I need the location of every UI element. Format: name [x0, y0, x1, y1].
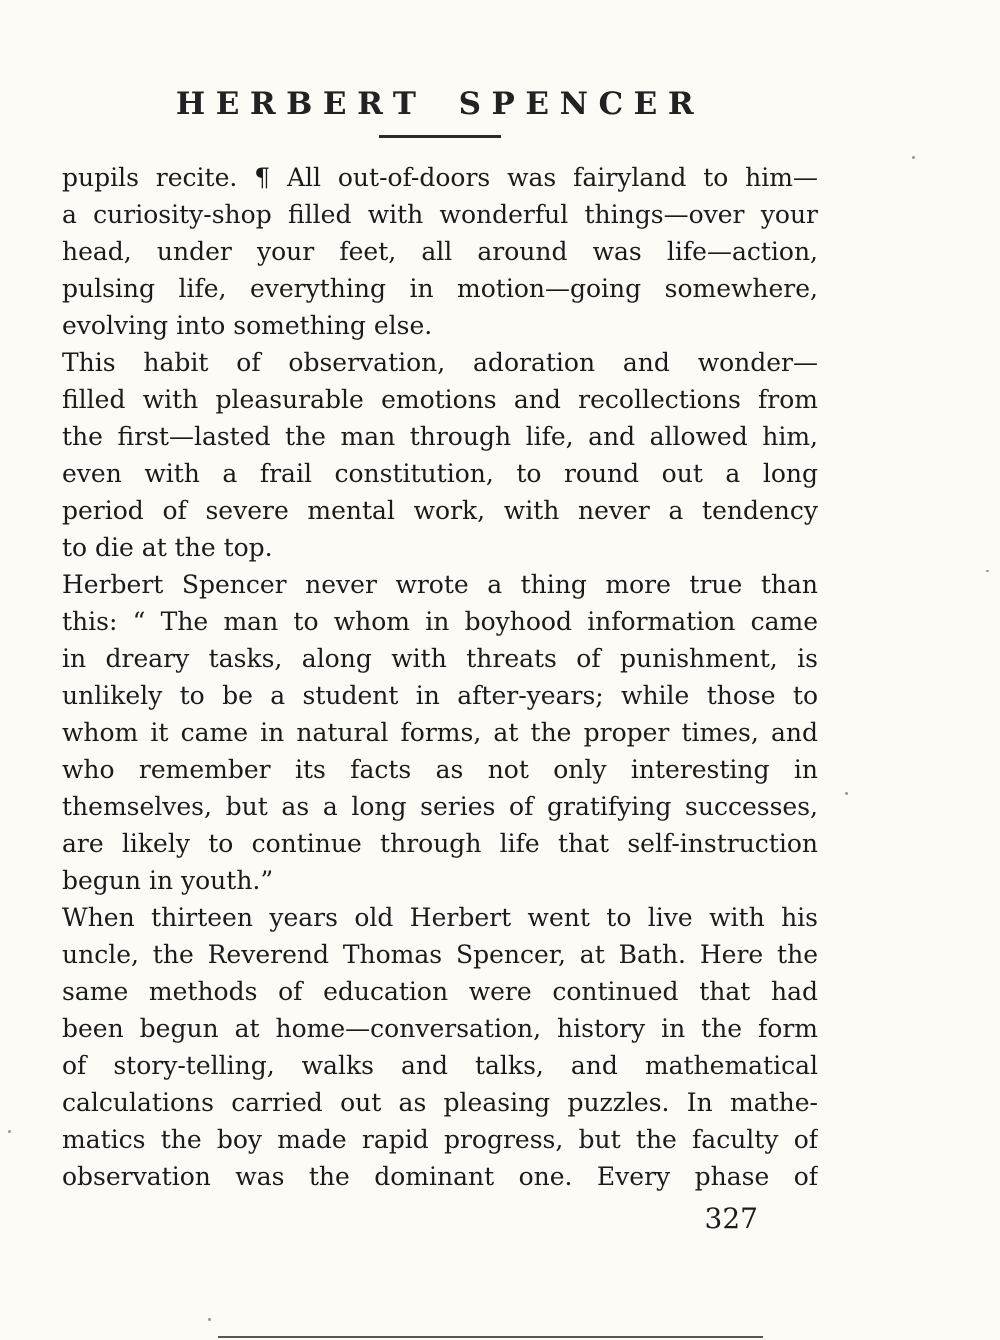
paragraph [62, 899, 818, 1195]
text-line: who remember its facts as not only interesting in [62, 755, 818, 784]
title-block [62, 0, 818, 138]
text-line: evolving into something else. [62, 311, 433, 340]
body-text [62, 159, 818, 1195]
text-line: pulsing life, everything in motion—going somewhere, [62, 274, 818, 303]
text-line: Herbert Spencer never wrote a thing more true than [62, 570, 818, 599]
text-line: filled with pleasurable emotions and recollections from [62, 385, 818, 414]
text-line: even with a frail constitution, to round out a long [62, 459, 818, 488]
text-line: unlikely to be a student in after-years; while those to [62, 681, 818, 710]
scan-speck [8, 1130, 11, 1133]
paragraph [62, 344, 818, 566]
text-line: head, under your feet, all around was life—action, [62, 237, 818, 266]
scan-speck [986, 570, 989, 572]
scan-speck [845, 792, 848, 795]
paragraph [62, 159, 818, 344]
title-rule [379, 135, 501, 138]
text-line: in dreary tasks, along with threats of punishment, is [62, 644, 818, 673]
scan-speck [208, 1318, 211, 1321]
text-line: whom it came in natural forms, at the proper times, and [62, 718, 818, 747]
scan-speck [912, 156, 915, 159]
text-line: themselves, but as a long series of gratifying successes, [62, 792, 818, 821]
text-line: pupils recite. ¶ All out-of-doors was fairyland to him— [62, 163, 818, 192]
text-line: of story-telling, walks and talks, and mathematical [62, 1051, 818, 1080]
text-line: begun in youth.” [62, 866, 274, 895]
text-line: uncle, the Reverend Thomas Spencer, at Bath. Here the [62, 940, 818, 969]
text-line: are likely to continue through life that self-instruction [62, 829, 818, 858]
text-line: calculations carried out as pleasing puzzles. In mathe- [62, 1088, 818, 1117]
scan-artifact [218, 1336, 763, 1338]
text-line: observation was the dominant one. Every phase of [62, 1162, 818, 1191]
text-line: the first—lasted the man through life, and allowed him, [62, 422, 818, 451]
text-line: same methods of education were continued that had [62, 977, 818, 1006]
text-line: matics the boy made rapid progress, but the faculty of [62, 1125, 818, 1154]
text-line: a curiosity-shop filled with wonderful things—over your [62, 200, 818, 229]
page-number: 327 [704, 1202, 758, 1235]
page-title: HERBERT SPENCER [175, 86, 705, 122]
text-line: This habit of observation, adoration and wonder— [62, 348, 818, 377]
text-line: to die at the top. [62, 533, 273, 562]
text-line: this: “ The man to whom in boyhood information came [62, 607, 818, 636]
text-line: been begun at home—conversation, history in the form [62, 1014, 818, 1043]
paragraph [62, 566, 818, 899]
text-line: period of severe mental work, with never a tendency [62, 496, 818, 525]
text-line: When thirteen years old Herbert went to live with his [62, 903, 818, 932]
